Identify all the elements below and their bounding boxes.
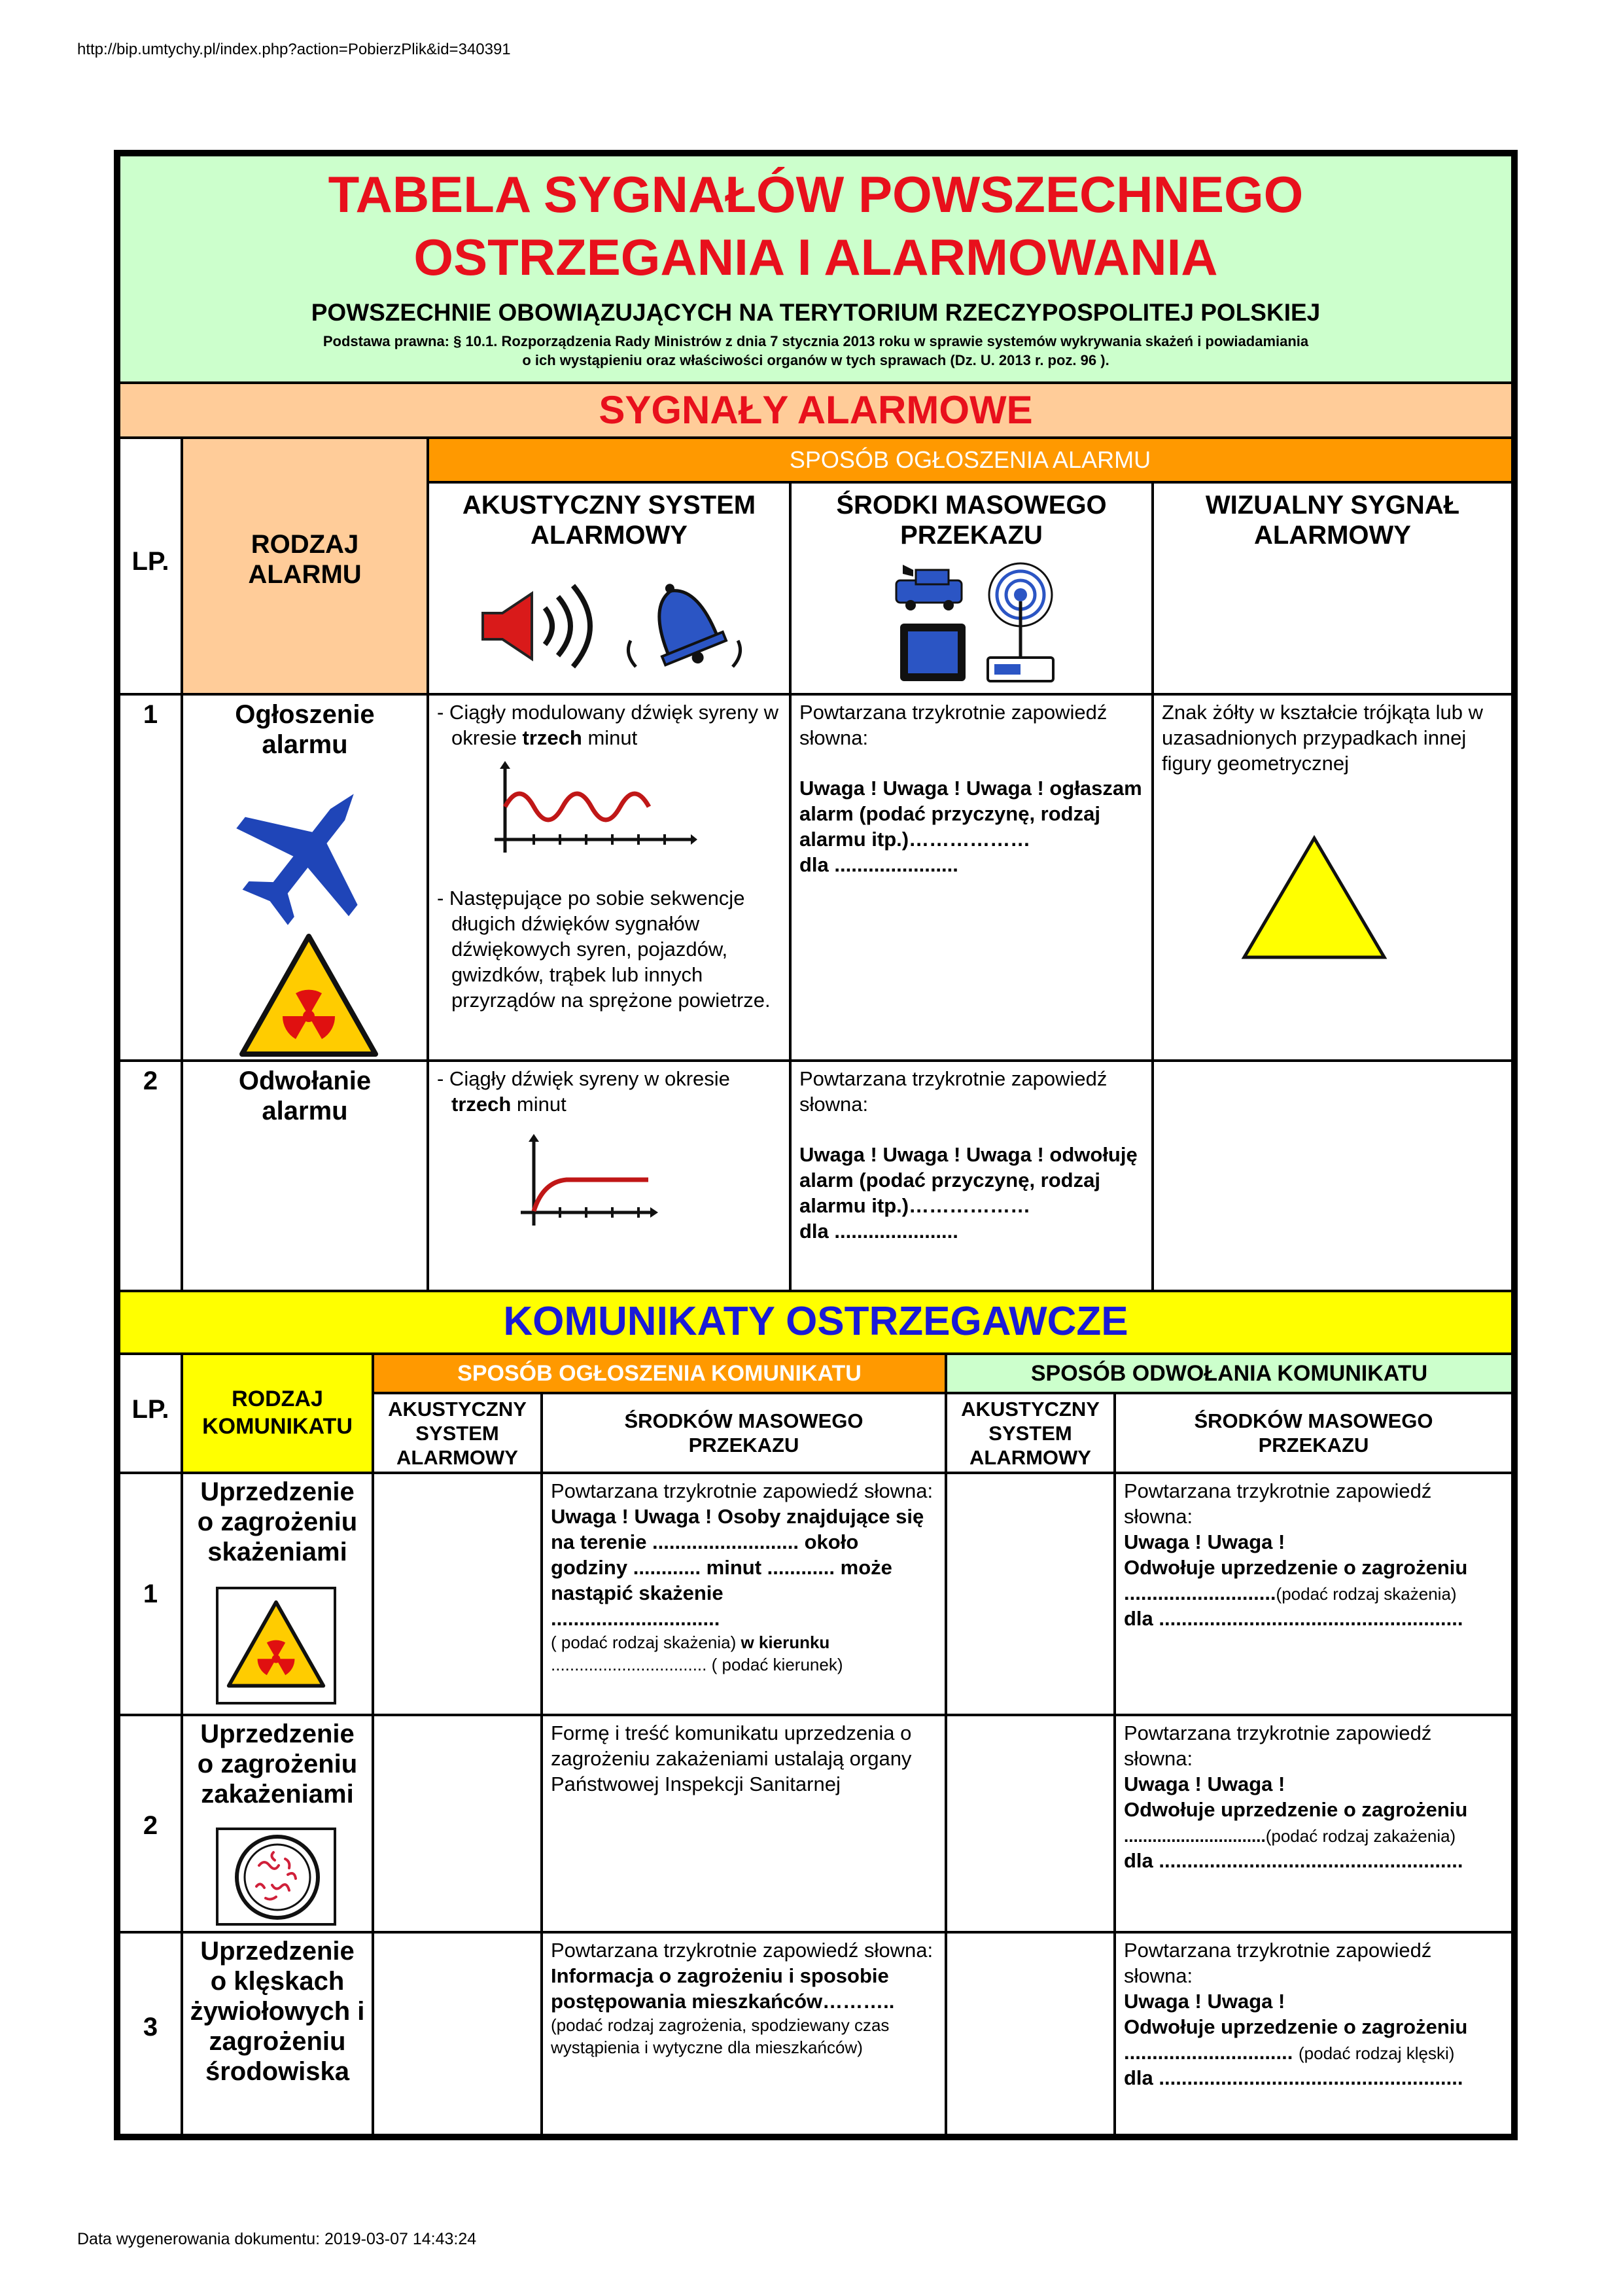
warning-row-1-announce — [540, 1472, 947, 1716]
revoke-dots: .............................. — [1124, 2041, 1299, 2064]
bacteria-frame — [216, 1828, 336, 1926]
alarm-lp-header: LP. — [118, 436, 183, 696]
warning-row-3-revoke-acoustic — [945, 1931, 1116, 2136]
alarm-row-2-acoustic — [427, 1059, 792, 1292]
radiation-hazard-icon — [225, 1597, 327, 1693]
announce-small-1-bold: w kierunku — [741, 1633, 830, 1652]
acoustic-desc-a-bold: trzech — [522, 726, 582, 749]
bell-icon — [619, 562, 750, 686]
acoustic-desc-a — [437, 1066, 781, 1117]
warning-row-1-revoke — [1113, 1472, 1514, 1716]
revoke-small: (podać rodzaj skażenia) — [1276, 1584, 1457, 1604]
alarm-row-2-media — [789, 1059, 1154, 1292]
revoke-dots-line — [1124, 1822, 1503, 1848]
alarm-row-1-acoustic — [427, 693, 792, 1062]
radio-antenna-icon — [989, 563, 1052, 659]
alarm-section-title: SYGNAŁY ALARMOWE — [118, 381, 1514, 439]
legal-basis-2: o ich wystąpieniu oraz właściwości organów w tych sprawach (Dz. U. 2013 r. poz. 96 ). — [522, 352, 1109, 368]
modulated-wave-graph-icon — [481, 761, 697, 859]
warning-col-acoustic-2: AKUSTYCZNY SYSTEM ALARMOWY — [945, 1392, 1116, 1474]
yellow-triangle-icon — [1239, 833, 1389, 964]
revoke-dots-line — [1124, 1580, 1503, 1606]
warning-row-1-revoke-acoustic — [945, 1472, 1116, 1716]
announce-small-1-text: ( podać rodzaj skażenia) — [551, 1633, 741, 1652]
radiation-hazard-frame — [216, 1587, 336, 1704]
announce-bold: Informacja o zagrożeniu i sposobie postępowania mieszkańców……….. — [551, 1964, 895, 2013]
revoke-small: (podać rodzaj klęski) — [1299, 2043, 1455, 2063]
tv-icon — [900, 624, 966, 681]
title-line-2: OSTRZEGANIA I ALARMOWANIA — [413, 228, 1218, 286]
warning-row-1-lp: 1 — [118, 1472, 183, 1716]
revoke-bold-2: Odwołuje uprzedzenie o zagrożeniu — [1124, 1798, 1468, 1821]
alarm-row-1-visual — [1151, 693, 1514, 1062]
warning-row-2-lp: 2 — [118, 1714, 183, 1934]
source-url[interactable]: http://bip.umtychy.pl/index.php?action=PobierzPlik&id=340391 — [77, 41, 511, 58]
warning-row-2-kind — [181, 1714, 374, 1934]
revoke-bold-1: Uwaga ! Uwaga ! — [1124, 1990, 1285, 2013]
warning-row-3-revoke — [1113, 1931, 1514, 2136]
warning-col-acoustic-1: AKUSTYCZNY SYSTEM ALARMOWY — [372, 1392, 543, 1474]
col-visual-label: WIZUALNY SYGNAŁ ALARMOWY — [1205, 491, 1460, 550]
warning-kind-header: RODZAJ KOMUNIKATU — [181, 1352, 374, 1474]
generation-date: Data wygenerowania dokumentu: 2019-03-07 14:43:24 — [77, 2230, 477, 2248]
announce-plain: Formę i treść komunikatu uprzedzenia o zagrożeniu zakażeniami ustalają organy Państwowej Inspekcji Sanitarnej — [551, 1722, 912, 1795]
media-intro: Powtarzana trzykrotnie zapowiedź słowna: — [799, 701, 1108, 749]
media-announcement: Uwaga ! Uwaga ! Uwaga ! ogłaszam alarm (podać przyczynę, rodzaj alarmu itp.)……………… — [799, 777, 1142, 851]
bacteria-dish-icon — [233, 1833, 322, 1922]
alarm-row-1-kind — [181, 693, 429, 1062]
alarm-row-1-lp: 1 — [118, 693, 183, 1062]
revoke-intro: Powtarzana trzykrotnie zapowiedź słowna: — [1124, 1722, 1432, 1770]
media-intro: Powtarzana trzykrotnie zapowiedź słowna: — [799, 1067, 1108, 1116]
revoke-dots: ........................... — [1124, 1581, 1276, 1604]
acoustic-desc-b: - Następujące po sobie sekwencje długich dźwięków sygnałów dźwiękowych syren, pojazdów, gwizdków, trąbek lub innych przyrządów na sprężone powietrze. — [437, 887, 771, 1012]
warning-revoke-header: SPOSÓB ODWOŁANIA KOMUNIKATU — [945, 1352, 1514, 1394]
acoustic-desc-a-post: minut — [511, 1093, 567, 1116]
warning-row-3-kind: Uprzedzenie o klęskach żywiołowych i zagrożeniu środowiska — [181, 1931, 374, 2136]
alarm-row-1-media — [789, 693, 1154, 1062]
acoustic-desc-a — [437, 699, 781, 751]
visual-desc: Znak żółty w kształcie trójkąta lub w uzasadnionych przypadkach innej figury geometrycznej — [1162, 701, 1484, 775]
warning-row-3-acoustic — [372, 1931, 543, 2136]
fighter-jet-icon — [234, 775, 385, 926]
warning-row-1-acoustic — [372, 1472, 543, 1716]
announce-small-2: ................................. ( podać kierunek) — [551, 1655, 843, 1674]
media-announcement: Uwaga ! Uwaga ! Uwaga ! odwołuję alarm (podać przyczynę, rodzaj alarmu itp.)……………… — [799, 1143, 1138, 1217]
revoke-dla: dla ...................................................... — [1124, 1849, 1463, 1872]
announce-intro: Powtarzana trzykrotnie zapowiedź słowna: — [551, 1939, 934, 1962]
alarm-col-media — [789, 481, 1154, 696]
radiation-hazard-icon — [237, 931, 381, 1062]
revoke-dots-line — [1124, 2040, 1503, 2065]
warning-row-2-acoustic — [372, 1714, 543, 1934]
announce-small: (podać rodzaj zagrożenia, spodziewany czas wystąpienia i wytyczne dla mieszkańców) — [551, 2015, 890, 2057]
warning-row-3-lp: 3 — [118, 1931, 183, 2136]
media-dla: dla ...................... — [799, 1220, 958, 1243]
warning-kind-text: Uprzedzenie o zagrożeniu skażeniami — [197, 1477, 358, 1566]
warning-col-media-2: ŚRODKÓW MASOWEGO PRZEKAZU — [1113, 1392, 1514, 1474]
warning-announce-header: SPOSÓB OGŁOSZENIA KOMUNIKATU — [372, 1352, 947, 1394]
radio-receiver-icon — [988, 658, 1053, 681]
alarm-row-2-lp: 2 — [118, 1059, 183, 1292]
acoustic-desc-a-bold: trzech — [451, 1093, 512, 1116]
acoustic-desc-a-post: minut — [582, 726, 638, 749]
announce-dots: .............................. — [551, 1607, 720, 1630]
alarm-col-visual — [1151, 481, 1514, 696]
media-icons — [890, 561, 1060, 692]
revoke-intro: Powtarzana trzykrotnie zapowiedź słowna: — [1124, 1939, 1432, 1987]
revoke-bold-1: Uwaga ! Uwaga ! — [1124, 1530, 1285, 1553]
warning-row-1-kind — [181, 1472, 374, 1716]
alarm-col-acoustic — [427, 481, 792, 696]
col-acoustic-label: AKUSTYCZNY SYSTEM ALARMOWY — [462, 491, 756, 550]
alarm-row-2-kind: Odwołanie alarmu — [181, 1059, 429, 1292]
signal-table — [114, 150, 1518, 2140]
warning-row-2-revoke-acoustic — [945, 1714, 1116, 1934]
revoke-dots: .............................. — [1124, 1826, 1266, 1846]
announce-intro: Powtarzana trzykrotnie zapowiedź słowna: — [551, 1479, 934, 1502]
warning-row-3-announce — [540, 1931, 947, 2136]
warning-section-title: KOMUNIKATY OSTRZEGAWCZE — [118, 1290, 1514, 1355]
alarm-kind-header: RODZAJ ALARMU — [181, 436, 429, 696]
vehicle-loudspeaker-icon — [896, 565, 962, 610]
revoke-bold-2: Odwołuje uprzedzenie o zagrożeniu — [1124, 1556, 1468, 1579]
warning-lp-header: LP. — [118, 1352, 183, 1474]
title-block — [118, 154, 1514, 384]
alarm-method-header: SPOSÓB OGŁOSZENIA ALARMU — [427, 436, 1514, 484]
announce-small-1 — [551, 1631, 937, 1653]
title-line-1: TABELA SYGNAŁÓW POWSZECHNEGO — [328, 166, 1304, 223]
revoke-dla: dla ...................................................... — [1124, 1607, 1463, 1630]
acoustic-desc-a-pre: - Ciągły dźwięk syreny w okresie — [437, 1067, 730, 1090]
revoke-dla: dla ...................................................... — [1124, 2066, 1463, 2089]
warning-row-2-revoke — [1113, 1714, 1514, 1934]
revoke-intro: Powtarzana trzykrotnie zapowiedź słowna: — [1124, 1479, 1432, 1528]
alarm-row-2-visual — [1151, 1059, 1514, 1292]
rising-curve-graph-icon — [514, 1134, 658, 1232]
alarm-kind-text: Ogłoszenie alarmu — [235, 700, 375, 759]
warning-kind-text: Uprzedzenie o zagrożeniu zakażeniami — [197, 1720, 358, 1809]
warning-row-2-announce — [540, 1714, 947, 1934]
acoustic-desc-a-pre: - Ciągły modulowany dźwięk syreny w okresie — [437, 701, 779, 749]
announce-bold: Uwaga ! Uwaga ! Osoby znajdujące się na terenie .......................... około godziny ............ minut ............ może nastąpić skażenie — [551, 1505, 924, 1604]
subtitle: POWSZECHNIE OBOWIĄZUJĄCYCH NA TERYTORIUM RZECZYPOSPOLITEJ POLSKIEJ — [311, 299, 1321, 326]
revoke-bold-2: Odwołuje uprzedzenie o zagrożeniu — [1124, 2015, 1468, 2038]
revoke-small: (podać rodzaj zakażenia) — [1265, 1826, 1456, 1846]
legal-basis-1: Podstawa prawna: § 10.1. Rozporządzenia Rady Ministrów z dnia 7 stycznia 2013 roku w sprawie systemów wykrywania skażeń i powiadamiania — [323, 333, 1309, 349]
col-media-label: ŚRODKI MASOWEGO PRZEKAZU — [836, 491, 1107, 550]
media-dla: dla ...................... — [799, 853, 958, 876]
revoke-bold-1: Uwaga ! Uwaga ! — [1124, 1773, 1285, 1795]
warning-col-media-1: ŚRODKÓW MASOWEGO PRZEKAZU — [540, 1392, 947, 1474]
